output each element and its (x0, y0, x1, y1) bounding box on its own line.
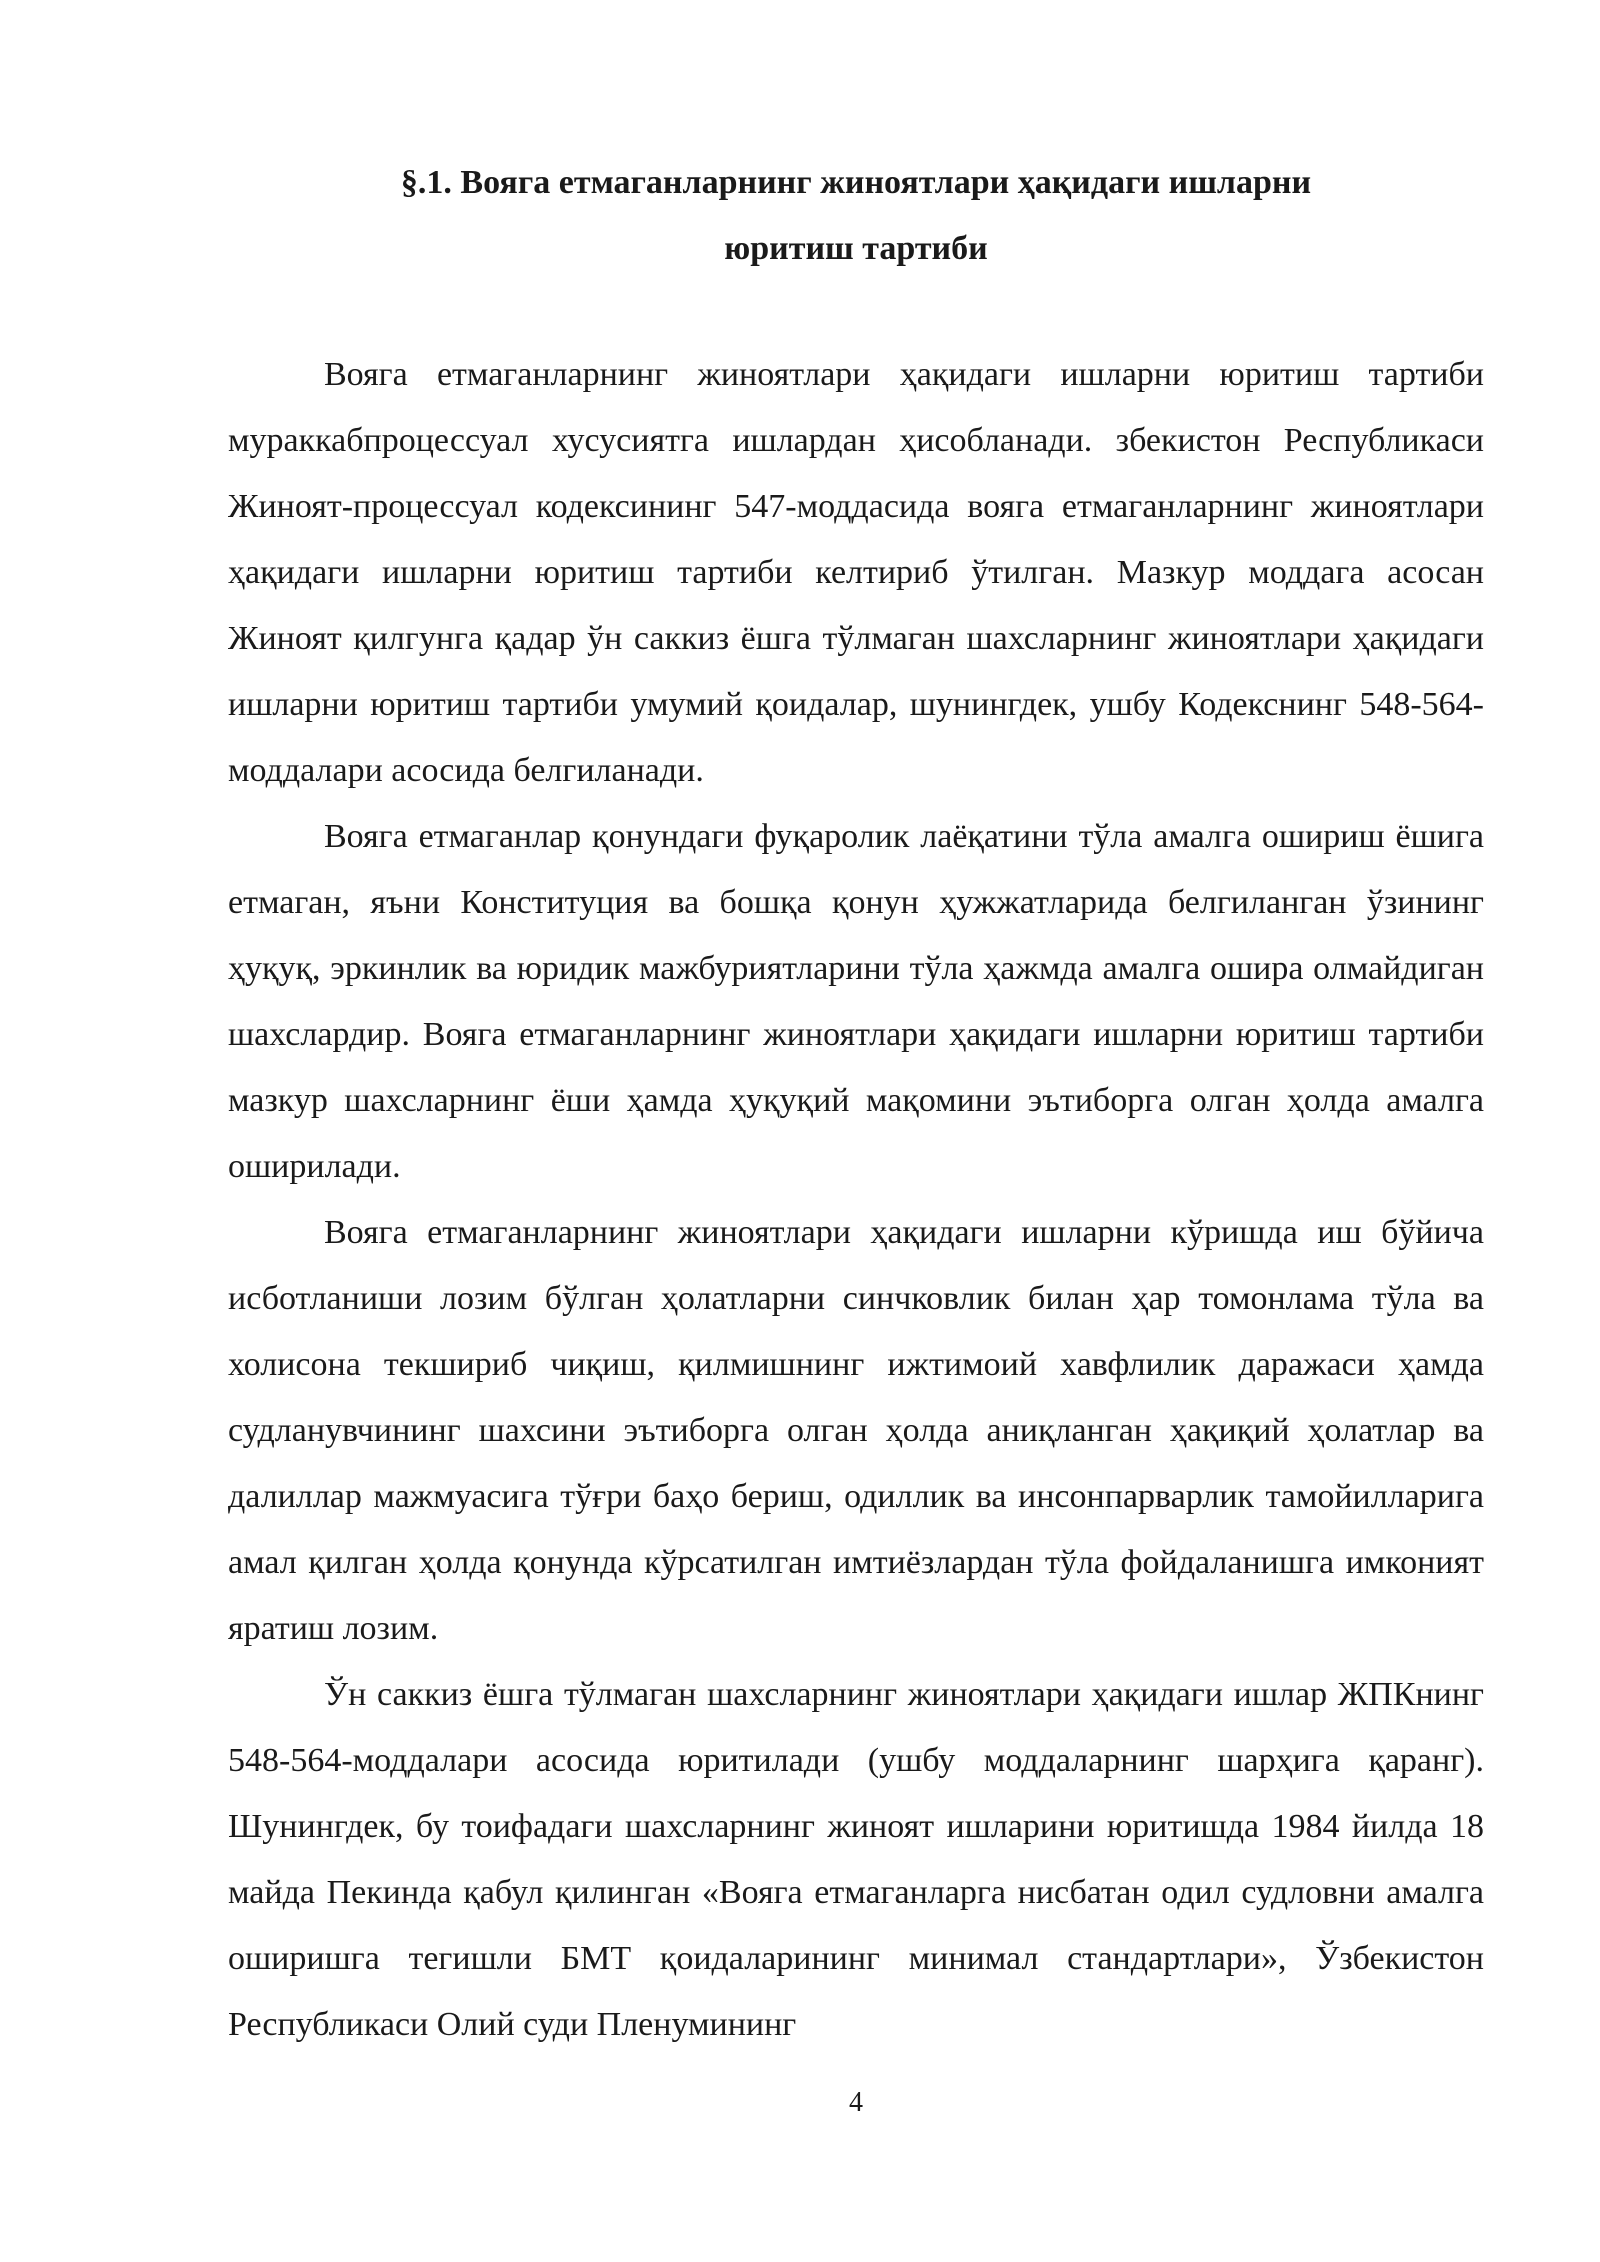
section-heading (228, 150, 1484, 282)
paragraph: Ўн саккиз ёшга тўлмаган шахсларнинг жиноятлари ҳақидаги ишлар ЖПКнинг 548-564-моддалари асосида юритилади (ушбу моддаларнинг шарҳига қаранг). Шунингдек, бу тоифадаги шахсларнинг жиноят ишларини юритишда 1984 йилда 18 майда Пекинда қабул қилинган «Вояга етмаганларга нисбатан одил судловни амалга оширишга тегишли БМТ қоидаларининг минимал стандартлари», Ўзбекистон Республикаси Олий суди Пленумининг (228, 1676, 1484, 2043)
paragraph: Вояга етмаганлар қонундаги фуқаролик лаёқатини тўла амалга ошириш ёшига етмаган, яъни Конституция ва бошқа қонун ҳужжатларида белгиланган ўзининг ҳуқуқ, эркинлик ва юридик мажбуриятларини тўла ҳажмда амалга ошира олмайдиган шахслардир. Вояга етмаганларнинг жиноятлари ҳақидаги ишларни юритиш тартиби мазкур шахсларнинг ёши ҳамда ҳуқуқий мақомини эътиборга олган ҳолда амалга оширилади. (228, 818, 1484, 1185)
paragraph: Вояга етмаганларнинг жиноятлари ҳақидаги ишларни юритиш тартиби мураккабпроцессуал хусусиятга ишлардан ҳисобланади. збекистон Республикаси Жиноят-процессуал кодексининг 547-моддасида вояга етмаганларнинг жиноятлари ҳақидаги ишларни юритиш тартиби келтириб ўтилган. Мазкур моддага асосан Жиноят қилгунга қадар ўн саккиз ёшга тўлмаган шахсларнинг жиноятлари ҳақидаги ишларни юритиш тартиби умумий қоидалар, шунингдек, ушбу Кодекснинг 548-564-моддалари асосида белгиланади. (228, 356, 1484, 789)
paragraph: Вояга етмаганларнинг жиноятлари ҳақидаги ишларни кўришда иш бўйича исботланиши лозим бўлган ҳолатларни синчковлик билан ҳар томонлама тўла ва холисона текшириб чиқиш, қилмишнинг ижтимоий хавфлилик даражаси ҳамда судланувчининг шахсини эътиборга олган ҳолда аниқланган ҳақиқий ҳолатлар ва далиллар мажмуасига тўғри баҳо бериш, одиллик ва инсонпарварлик тамойилларига амал қилган ҳолда қонунда кўрсатилган имтиёзлардан тўла фойдаланишга имконият яратиш лозим. (228, 1214, 1484, 1647)
page-number: 4 (849, 2087, 863, 2118)
section-heading-line1: §.1. Вояга етмаганларнинг жиноятлари ҳақидаги ишларни (400, 164, 1312, 201)
body-text (228, 342, 1484, 2058)
section-heading-line2: юритиш тартиби (724, 230, 988, 267)
